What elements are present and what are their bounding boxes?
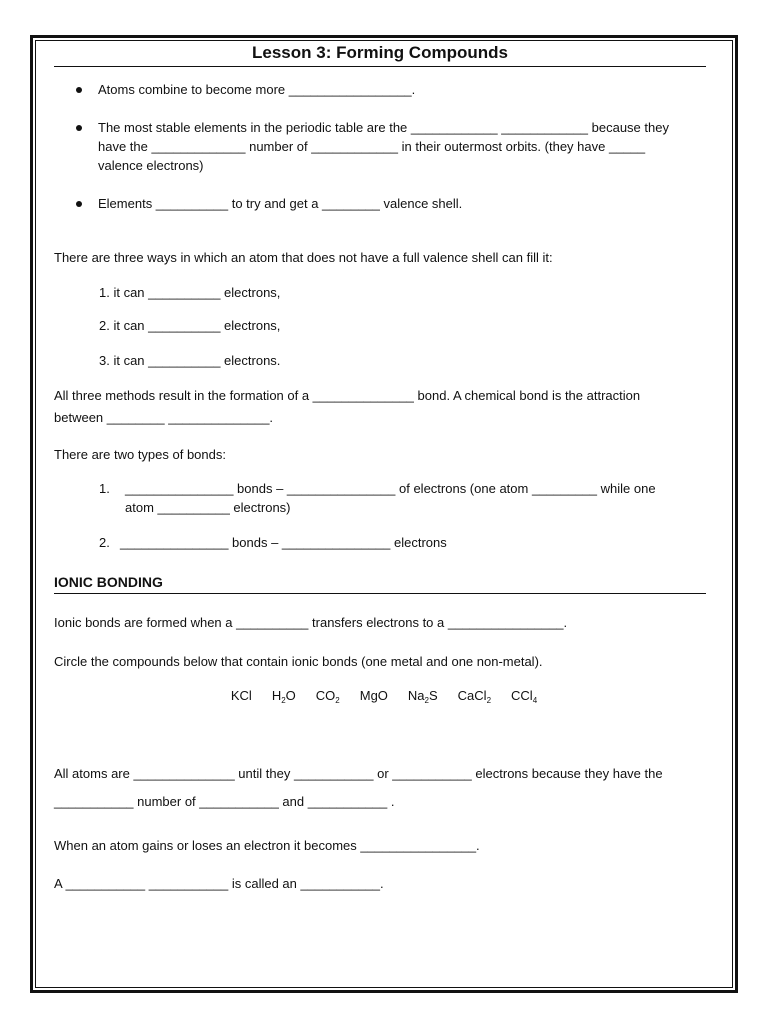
methods-line-2: between ________ ______________.: [54, 410, 274, 425]
bond-type-1-line-1: _______________ bonds – _______________ of electrons (one atom _________ while one: [125, 481, 656, 496]
bullet-dot: [76, 87, 82, 93]
bond-type-2-number: 2.: [99, 535, 110, 550]
title-divider: [54, 66, 706, 67]
compound-formula: KCl: [230, 688, 252, 703]
way-2: 2. it can __________ electrons,: [99, 318, 281, 333]
bullet-text-2c: valence electrons): [98, 158, 204, 173]
bullet-text-2a: The most stable elements in the periodic table are the ____________ ____________ because they: [98, 120, 669, 135]
closing-line-4: A ___________ ___________ is called an ___________.: [54, 876, 384, 891]
ionic-divider: [54, 593, 706, 594]
way-1: 1. it can __________ electrons,: [99, 285, 281, 300]
bullet-text-2b: have the _____________ number of ____________ in their outermost orbits. (they have _____: [98, 139, 646, 154]
bond-type-1-line-2: atom __________ electrons): [125, 500, 291, 515]
compound-formula: CCl$_4$: [511, 688, 538, 705]
compound-list: [0, 688, 768, 704]
methods-line-1: All three methods result in the formation of a ______________ bond. A chemical bond is the attraction: [54, 388, 641, 403]
bullet-text-1: Atoms combine to become more _________________.: [98, 82, 416, 97]
compound-formula: CaCl$_2$: [457, 688, 492, 705]
bullet-dot: [76, 201, 82, 207]
bond-type-1-number: 1.: [99, 481, 110, 496]
bond-types-intro: There are two types of bonds:: [54, 447, 226, 462]
ionic-line-2: Circle the compounds below that contain ionic bonds (one metal and one non-metal).: [54, 654, 543, 669]
section-heading-ionic: IONIC BONDING: [54, 574, 163, 590]
ionic-line-1: Ionic bonds are formed when a __________ transfers electrons to a ________________.: [54, 615, 568, 630]
compound-formula: $H_2O$: [271, 688, 296, 705]
bullet-dot: [76, 125, 82, 131]
compound-formula: $Na_2S$: [407, 688, 438, 705]
way-3: 3. it can __________ electrons.: [99, 353, 281, 368]
closing-line-3: When an atom gains or loses an electron it becomes ________________.: [54, 838, 480, 853]
bullet-text-3: Elements __________ to try and get a ________ valence shell.: [98, 196, 463, 211]
closing-line-1: All atoms are ______________ until they ___________ or ___________ electrons because they have the: [54, 766, 663, 781]
closing-line-2: ___________ number of ___________ and ___________ .: [54, 794, 395, 809]
bond-type-2-line: _______________ bonds – _______________ electrons: [120, 535, 447, 550]
intro-text: There are three ways in which an atom that does not have a full valence shell can fill it:: [54, 250, 553, 265]
compound-formula: $CO_2$: [315, 688, 340, 705]
compound-formula: MgO: [359, 688, 388, 703]
page-title: Lesson 3: Forming Compounds: [252, 43, 508, 62]
